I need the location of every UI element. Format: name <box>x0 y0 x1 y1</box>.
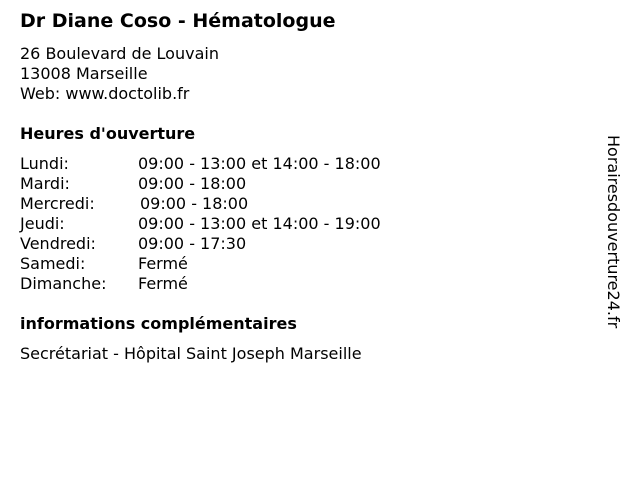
opening-hours-heading: Heures d'ouverture <box>20 124 196 143</box>
hours-time: Fermé <box>138 274 188 293</box>
website-line[interactable]: Web: www.doctolib.fr <box>20 84 190 103</box>
hours-day: Samedi: <box>20 254 86 273</box>
site-watermark: Horairesdouverture24.fr <box>604 135 623 329</box>
hours-day: Mardi: <box>20 174 70 193</box>
address-street: 26 Boulevard de Louvain <box>20 44 219 63</box>
additional-info-text: Secrétariat - Hôpital Saint Joseph Marseille <box>20 344 362 363</box>
hours-time: 09:00 - 13:00 et 14:00 - 19:00 <box>138 214 381 233</box>
hours-day: Vendredi: <box>20 234 96 253</box>
hours-day: Lundi: <box>20 154 69 173</box>
address-block <box>20 44 219 104</box>
address-city: 13008 Marseille <box>20 64 148 83</box>
hours-day: Jeudi: <box>20 214 65 233</box>
hours-time: 09:00 - 18:00 <box>138 174 247 193</box>
hours-time: Fermé <box>138 254 188 273</box>
hours-day: Mercredi: <box>20 194 95 213</box>
hours-time: 09:00 - 13:00 et 14:00 - 18:00 <box>138 154 381 173</box>
hours-time: 09:00 - 17:30 <box>138 234 247 253</box>
hours-time: 09:00 - 18:00 <box>140 194 249 213</box>
additional-info-heading: informations complémentaires <box>20 314 297 333</box>
hours-day: Dimanche: <box>20 274 107 293</box>
page-title: Dr Diane Coso - Hématologue <box>20 10 336 32</box>
